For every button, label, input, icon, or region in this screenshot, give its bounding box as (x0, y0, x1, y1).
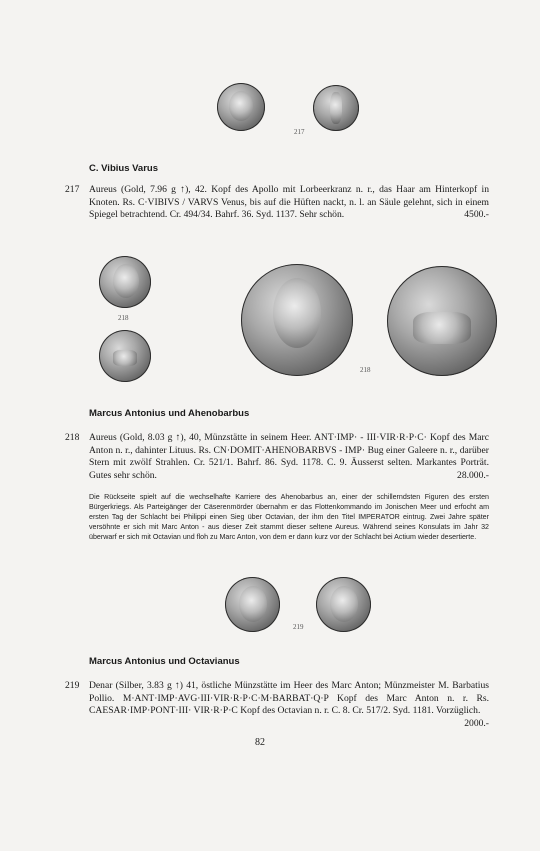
plate-label-217: 217 (294, 128, 305, 136)
price-218: 28.000.- (457, 469, 489, 481)
heading-antonius-ahenobarbus: Marcus Antonius und Ahenobarbus (89, 408, 250, 419)
heading-vibius-varus: C. Vibius Varus (89, 163, 158, 174)
price-219: 2000.- (464, 717, 489, 729)
page-number: 82 (255, 737, 265, 748)
coin-218-obverse-small (99, 256, 151, 308)
plate-label-219: 219 (293, 623, 304, 631)
coin-219-obverse (225, 577, 280, 632)
coin-218-reverse-large (387, 266, 497, 376)
price-217: 4500.- (464, 209, 489, 221)
coin-218-reverse-small (99, 330, 151, 382)
coin-219-reverse (316, 577, 371, 632)
heading-antonius-octavianus: Marcus Antonius und Octavianus (89, 656, 240, 667)
lot-number-219: 219 (65, 680, 80, 691)
coin-218-obverse-large (241, 264, 353, 376)
coin-217-reverse (313, 85, 359, 131)
lot-text-218: Aureus (Gold, 8.03 g ↑), 40, Münzstätte in seinem Heer. ANT·IMP· - III·VIR·R·P·C· Kopf des Marc Anton n. r., dahinter Lituus. Rs. CN·DOMIT·AHENOBARBVS - IMP· Bug einer Galeere n. r., darüber Stern mit zwölf Strahlen. Cr. 521/1. Bahrf. 86. Syd. 1178. C. 9. Äusserst selten. Markantes Porträt. Gutes sehr schön. 28.000.- (89, 432, 489, 481)
plate-label-218b: 218 (360, 366, 371, 374)
lot-number-218: 218 (65, 432, 80, 443)
historical-note-218: Die Rückseite spielt auf die wechselhafte Karriere des Ahenobarbus an, einer der schillerndsten Figuren des ersten Bürgerkriegs. Als Parteigänger der Cäserenmörder übernahm er das Flottenkommando im Jonischen Meer und erfocht am ersten Tag der Schlacht bei Philippi einen Sieg über Octavian, der ihm den Titel IMPERATOR eintrug. Zwei Jahre später versöhnte er sich mit Marc Anton - aus dieser Zeit stammt dieser seltene Aureus. Während seines Konsulats im Jahr 32 überwarf er sich mit Octavian und floh zu Marc Anton, von dem er dann kurz vor der Schlacht bei Actium wieder desertierte. (89, 493, 489, 542)
plate-label-218a: 218 (118, 314, 129, 322)
lot-number-217: 217 (65, 184, 80, 195)
coin-217-obverse (217, 83, 265, 131)
lot-text-219: Denar (Silber, 3.83 g ↑) 41, östliche Münzstätte im Heer des Marc Anton; Münzmeister M. Barbatius Pollio. M·ANT·IMP·AVG·III·VIR·R·P·C·M·BARBAT·Q·P Kopf des Marc Anton n. r. Rs. CAESAR·IMP·PONT·III· VIR·R·P·C Kopf des Octavian n. r. C. 8. Cr. 517/2. Syd. 1181. Vorzüglich. 2000.- (89, 680, 489, 729)
lot-text-217: Aureus (Gold, 7.96 g ↑), 42. Kopf des Apollo mit Lorbeerkranz n. r., das Haar am Hinterkopf in Knoten. Rs. C·VIBIVS / VARVS Venus, bis auf die Hüften nackt, n. l. an Säule gelehnt, sich in einem Spiegel betrachtend. Cr. 494/34. Bahrf. 36. Syd. 1137. Sehr schön. 4500.- (89, 184, 489, 221)
